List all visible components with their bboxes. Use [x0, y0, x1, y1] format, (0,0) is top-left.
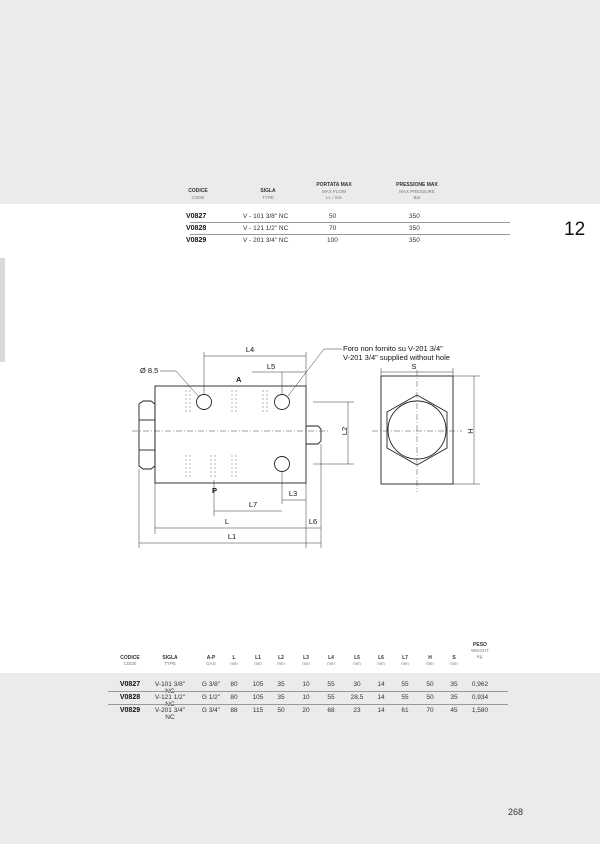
page-number: 268 — [508, 807, 524, 817]
table-cell: V0828 — [119, 694, 141, 701]
table-cell: 50 — [277, 707, 285, 714]
table-cell: 55 — [327, 694, 335, 701]
column-subheader: mm — [254, 661, 262, 666]
column-header: L — [232, 655, 236, 661]
port-through-hole — [275, 395, 290, 410]
table-cell: 20 — [302, 707, 310, 714]
port-p — [275, 457, 290, 472]
label-l: L — [224, 517, 230, 526]
header-flow: PORTATA MAX MAX FLOW Lt. / min — [316, 182, 352, 200]
table-cell: 35 — [277, 681, 285, 688]
table-cell: 14 — [377, 694, 385, 701]
table-cell: 55 — [401, 694, 409, 701]
table-cell: 35 — [450, 681, 458, 688]
table-cell: V-101 3/8" NC — [154, 681, 186, 695]
table-cell: 10 — [302, 694, 310, 701]
column-subheader: mm — [230, 661, 238, 666]
table-cell: 35 — [450, 694, 458, 701]
column-header: L4 — [328, 655, 334, 661]
table-cell: 70 — [426, 707, 434, 714]
label-diameter: Ø 8.5 — [140, 366, 159, 375]
column-header: H — [428, 655, 432, 661]
table-cell: 0,934 — [471, 694, 489, 701]
valve-body — [155, 386, 306, 483]
table-cell: 61 — [401, 707, 409, 714]
table-cell: 50 — [426, 681, 434, 688]
table-cell: 115 — [252, 707, 264, 714]
table-cell: 88 — [230, 707, 238, 714]
column-header: L2 — [278, 655, 284, 661]
column-subheader: mm — [426, 661, 434, 666]
table-cell: V0827 — [119, 681, 141, 688]
column-subheader: mm — [377, 661, 385, 666]
table-cell: G 3/4" — [201, 707, 221, 714]
label-port-a: A — [236, 375, 242, 384]
table-cell: 55 — [401, 681, 409, 688]
table-cell: 55 — [327, 681, 335, 688]
label-s: S — [411, 362, 417, 371]
label-l3: L3 — [288, 489, 298, 498]
label-l5: L5 — [266, 362, 276, 371]
column-subheader: mm — [327, 661, 335, 666]
table-cell: 1,580 — [471, 707, 489, 714]
chapter-number: 12 — [564, 219, 586, 240]
label-l4: L4 — [245, 345, 255, 354]
table-cell: 30 — [353, 681, 361, 688]
table-cell: G 3/8" — [201, 681, 221, 688]
table-cell: 50 — [426, 694, 434, 701]
column-subheader: TYPE — [164, 661, 176, 666]
table-row: V0828 V - 121 1/2" NC 70 350 — [186, 225, 420, 232]
pin — [306, 426, 321, 444]
hex-nut — [139, 401, 155, 469]
table-cell: 105 — [252, 694, 264, 701]
column-header: L3 — [303, 655, 309, 661]
column-header: L5 — [354, 655, 360, 661]
table-cell: 80 — [230, 694, 238, 701]
column-header: A-P — [206, 655, 216, 661]
label-port-p: P — [212, 486, 218, 495]
label-l6: L6 — [308, 517, 318, 526]
column-subheader: mm — [277, 661, 285, 666]
table-cell: 0,962 — [471, 681, 489, 688]
column-header: PESO — [473, 642, 487, 648]
table-cell: 10 — [302, 681, 310, 688]
column-subheader: CODE — [123, 661, 137, 666]
table-row — [108, 705, 508, 721]
column-unit: Kg. — [476, 654, 484, 659]
table-cell: 14 — [377, 681, 385, 688]
table-cell: 80 — [230, 681, 238, 688]
label-h: H — [466, 428, 475, 434]
column-subheader: GAS — [206, 661, 216, 666]
table-cell: V-201 3/4" NC — [154, 707, 186, 721]
table-cell: 68 — [327, 707, 335, 714]
column-subheader: mm — [353, 661, 361, 666]
label-l2: L2 — [340, 426, 349, 436]
table-row: V0827 V - 101 3/8" NC 50 350 — [186, 213, 420, 220]
header-pressure: PRESSIONE MAX MAX PRESSURE Bar — [396, 182, 438, 200]
label-l1: L1 — [227, 532, 237, 541]
table-cell: V-121 1/2" NC — [154, 694, 186, 708]
table-cell: G 1/2" — [201, 694, 221, 701]
column-subheader: mm — [401, 661, 409, 666]
column-subheader: mm — [302, 661, 310, 666]
column-header: SIGLA — [162, 655, 178, 661]
table-cell: V0829 — [119, 707, 141, 714]
table-row: V0829 V - 201 3/4" NC 100 350 — [186, 237, 420, 244]
table-cell: 35 — [277, 694, 285, 701]
column-header: L7 — [402, 655, 408, 661]
column-header: L6 — [378, 655, 384, 661]
header-type: SIGLA TYPE — [260, 188, 276, 200]
column-header: CODICE — [120, 655, 140, 661]
column-header: S — [452, 655, 456, 661]
table-cell: 14 — [377, 707, 385, 714]
table-cell: 45 — [450, 707, 458, 714]
column-subheader: mm — [450, 661, 458, 666]
table-cell: 23 — [353, 707, 361, 714]
header-code: CODICE CODE — [188, 188, 208, 200]
table-cell: 105 — [252, 681, 264, 688]
column-header: L1 — [255, 655, 261, 661]
drawing-note-en: V-201 3/4" supplied without hole — [343, 353, 450, 362]
drawing-note-it: Foro non fornito su V-201 3/4" — [343, 344, 443, 353]
table-cell: 28,5 — [350, 694, 364, 701]
label-l7: L7 — [248, 500, 258, 509]
column-subheader: WEIGHT — [471, 648, 489, 653]
